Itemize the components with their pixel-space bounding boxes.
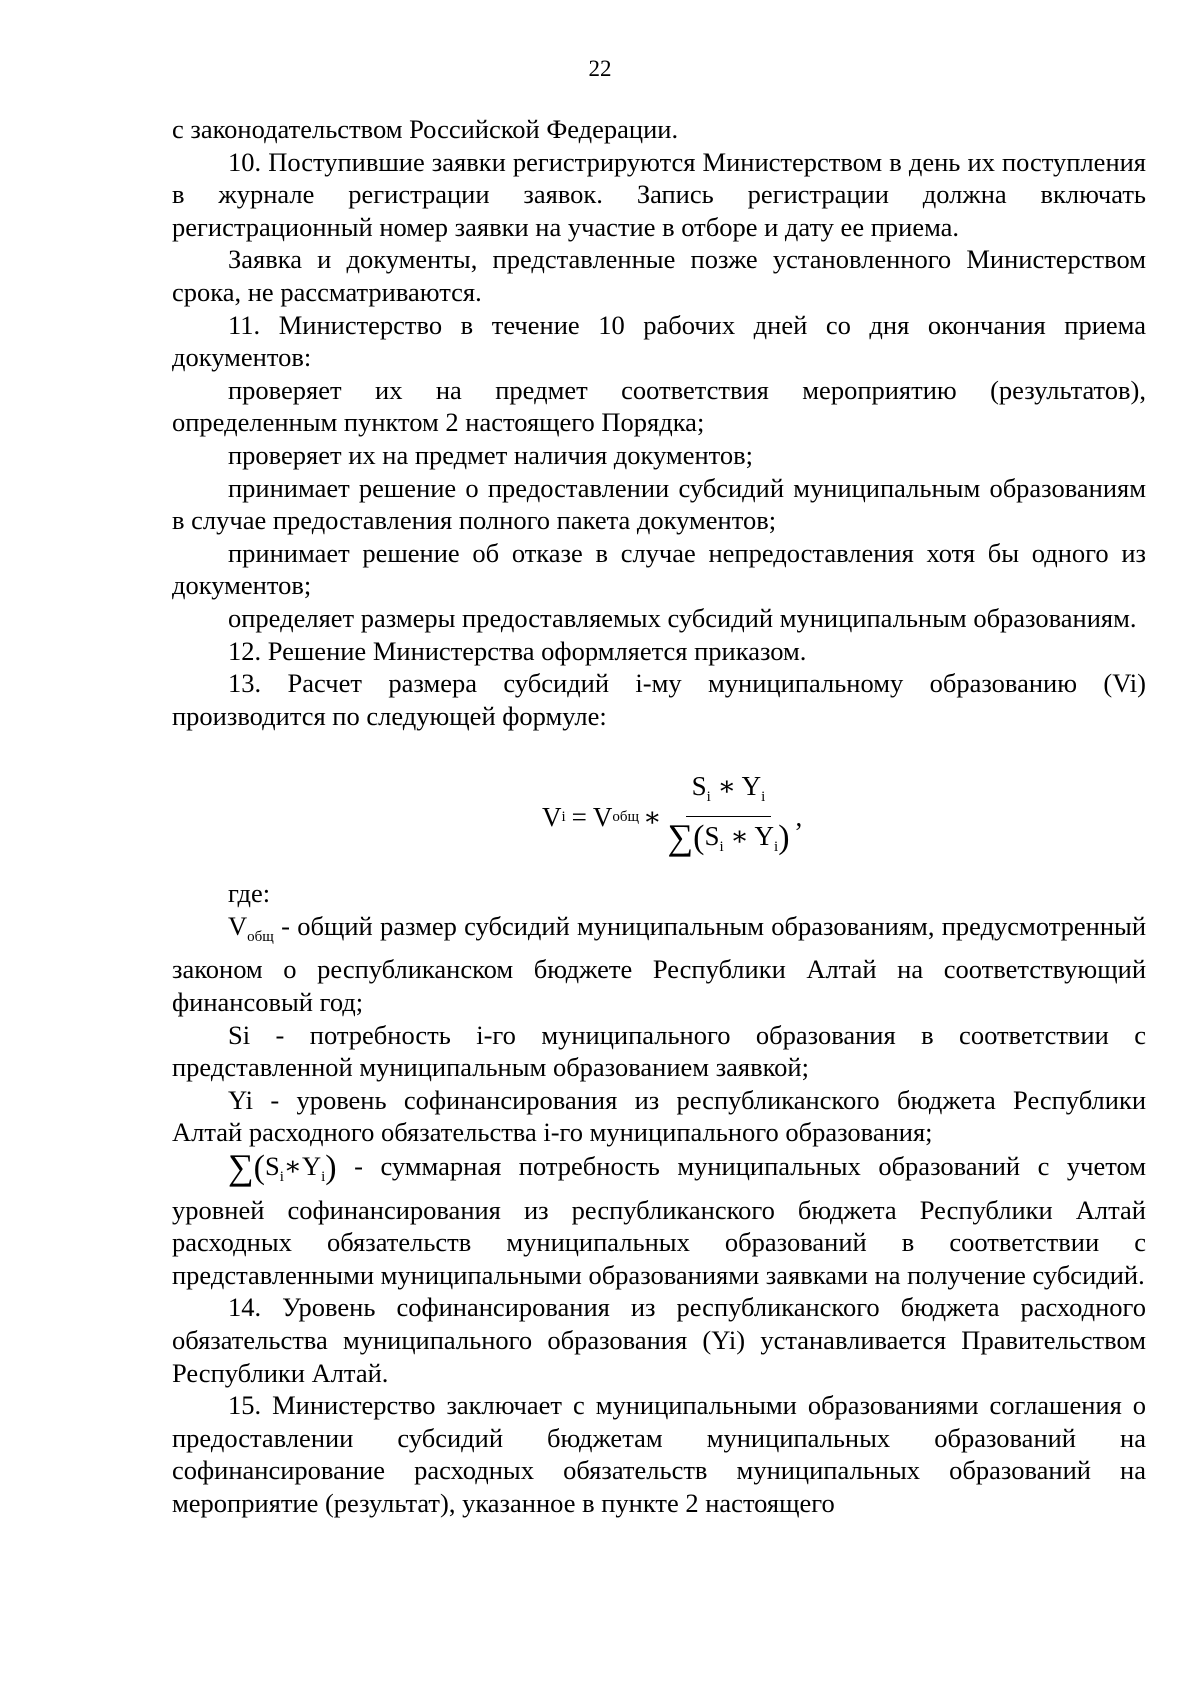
formula-den-y: Y (754, 820, 775, 851)
formula-multiply: ∗ (643, 801, 662, 832)
subsidy-formula (542, 770, 802, 863)
formula-vtotal: V (592, 801, 613, 832)
definition-sum (172, 1149, 1146, 1291)
paragraph-11-check-documents: проверяет их на предмет наличия документов; (228, 439, 754, 470)
definition-v-total (172, 910, 1146, 1019)
formula-den-star: ∗ (730, 820, 749, 851)
paragraph-11-check-compliance: проверяет их на предмет соответствия мероприятию (результатов), определенным пунктом 2 настоящего Порядка; (172, 374, 1146, 438)
def-sum-s-sub: i (279, 1169, 284, 1186)
formula-v-sub: i (561, 808, 566, 825)
paragraph-10-late-docs: Заявка и документы, представленные позже установленного Министерством срока, не рассматриваются. (172, 244, 1146, 307)
formula-den-lparen: ( (693, 818, 705, 856)
paragraph-15: 15. Министерство заключает с муниципальными образованиями соглашения о предоставлении субсидий бюджетам муниципальных образований на софинансирование расходных обязательств муниципальных образований на мероприятие (результат), указанное в пункте 2 настоящего (172, 1390, 1146, 1518)
formula-denominator (667, 817, 789, 864)
formula-den-rparen: ) (778, 818, 790, 856)
formula-num-y-sub: i (761, 789, 766, 806)
formula-v: V (542, 801, 562, 832)
paragraph-12: 12. Решение Министерства оформляется приказом. (228, 635, 807, 666)
page-number: 22 (588, 56, 612, 81)
formula-vtotal-sub: общ (612, 808, 640, 825)
def-sigma-icon: ∑ (228, 1147, 254, 1188)
definition-s: Si - потребность i-го муниципального образования в соответствии с представленной муниципальным образованием заявкой; (172, 1019, 1146, 1083)
formula-num-s-sub: i (706, 789, 711, 806)
def-sum-lparen: ( (253, 1149, 265, 1187)
def-v-symbol: V (228, 910, 248, 941)
formula-num-y: Y (741, 771, 762, 802)
def-v-sub: общ (247, 928, 274, 945)
definition-y: Yi - уровень софинансирования из республиканского бюджета Республики Алтай расходного обязательства i-го муниципального образования; (172, 1084, 1146, 1148)
def-sum-s: S (265, 1151, 280, 1182)
formula-equals: = (571, 801, 587, 832)
def-sum-text: - суммарная потребность муниципальных образований с учетом уровней софинансирования из республиканского бюджета Республики Алтай расходных обязательств муниципальных образований в соответствии с представленными муниципальными образованиями заявками на получение субсидий. (172, 1151, 1146, 1290)
formula-comma: , (795, 801, 803, 832)
formula-den-s: S (704, 820, 720, 851)
sigma-icon: ∑ (667, 816, 694, 857)
where-label: где: (228, 878, 271, 909)
formula-block (172, 732, 1146, 877)
formula-num-s: S (691, 771, 707, 802)
paragraph-13: 13. Расчет размера субсидий i-му муниципальному образованию (Vi) производится по следующей формуле: (172, 668, 1146, 731)
def-sum-y-sub: i (321, 1169, 326, 1186)
document-body (172, 113, 1146, 1520)
formula-den-y-sub: i (774, 838, 779, 855)
formula-fraction (667, 770, 789, 863)
def-sum-star: ∗ (283, 1151, 302, 1182)
formula-num-star: ∗ (717, 771, 736, 802)
paragraph-11-decision-refuse: принимает решение об отказе в случае непредоставления хотя бы одного из документов; (172, 537, 1146, 601)
paragraph-11: 11. Министерство в течение 10 рабочих дней со дня окончания приема документов: (172, 309, 1146, 373)
paragraph-11-decision-grant: принимает решение о предоставлении субсидий муниципальным образованиям в случае предоставления полного пакета документов; (172, 472, 1146, 536)
formula-den-s-sub: i (719, 838, 724, 855)
def-sum-y: Y (301, 1151, 322, 1182)
def-sum-rparen: ) (325, 1149, 337, 1187)
paragraph-14: 14. Уровень софинансирования из республиканского бюджета расходного обязательства муниципального образования (Yi) устанавливается Правительством Республики Алтай. (172, 1292, 1146, 1388)
paragraph-10: 10. Поступившие заявки регистрируются Министерством в день их поступления в журнале регистрации заявок. Запись регистрации должна включать регистрационный номер заявки на участие в отборе и дату ее приема. (172, 146, 1146, 242)
paragraph-continuation: с законодательством Российской Федерации. (172, 114, 679, 144)
paragraph-11-determine-amounts: определяет размеры предоставляемых субсидий муниципальным образованиям. (228, 602, 1137, 633)
formula-numerator (686, 770, 772, 817)
def-v-text: - общий размер субсидий муниципальным образованиям, предусмотренный законом о республиканском бюджете Республики Алтай на соответствующий финансовый год; (172, 910, 1146, 1018)
